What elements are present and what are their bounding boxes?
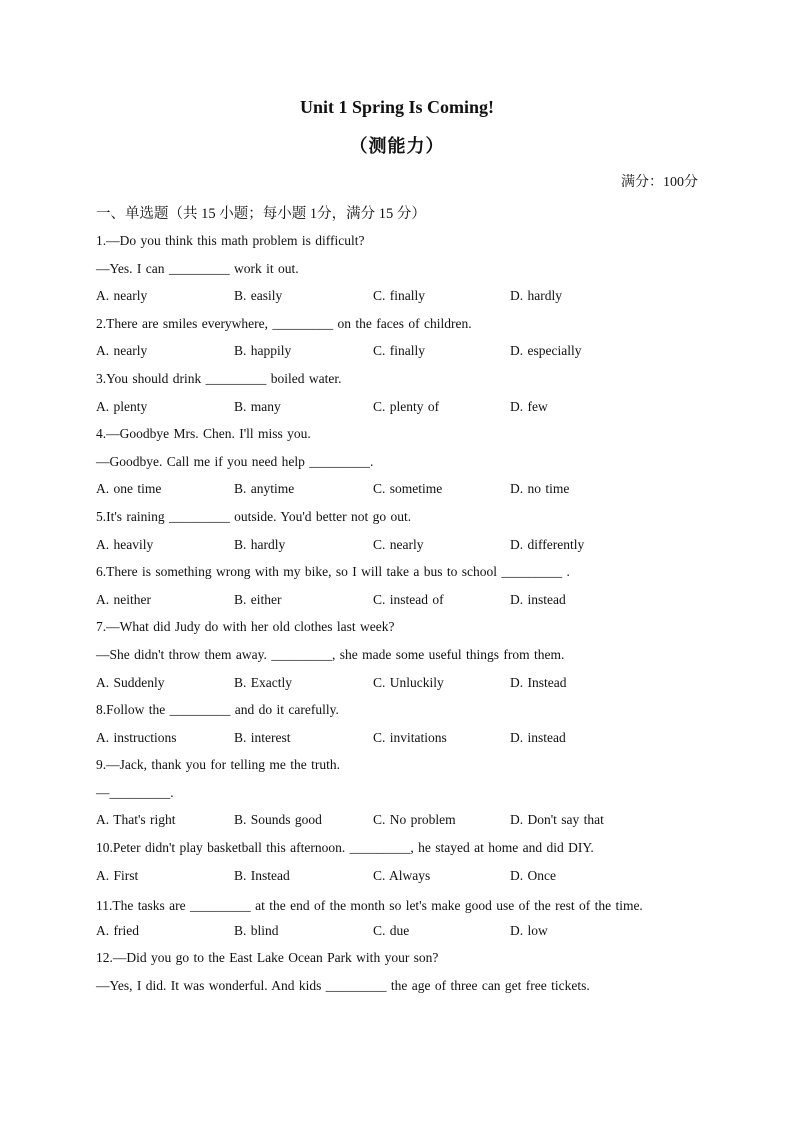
section-heading: 一、单选题（共 15 小题；每小题 1分，满分 15 分）	[96, 206, 426, 222]
answer-option-a: A. Suddenly	[96, 674, 165, 690]
answer-option-d: D. differently	[510, 536, 585, 552]
answer-option-a: A. heavily	[96, 536, 154, 552]
answer-option-b: B. hardly	[234, 536, 286, 552]
answer-options	[96, 809, 698, 837]
answer-option-c: C. Always	[373, 867, 431, 883]
answer-options	[96, 672, 698, 700]
page-title: Unit 1 Spring Is Coming!	[299, 97, 495, 117]
answer-option-c: C. No problem	[373, 812, 456, 828]
answer-option-c: C. finally	[373, 343, 425, 359]
answer-option-b: B. Sounds good	[234, 812, 322, 828]
answer-option-b: B. either	[234, 591, 282, 607]
question-stem: 4.—Goodbye Mrs. Chen. I'll miss you.	[96, 426, 311, 442]
answer-option-d: D. especially	[510, 343, 582, 359]
answer-option-c: C. instead of	[373, 591, 444, 607]
answer-option-b: B. easily	[234, 288, 283, 304]
answer-option-c: C. plenty of	[373, 398, 440, 414]
question-dialogue-line: —_________.	[96, 784, 174, 800]
answer-option-b: B. interest	[234, 729, 291, 745]
answer-option-b: B. happily	[234, 343, 292, 359]
question-stem: 2.There are smiles everywhere, _________ on the faces of children.	[96, 315, 472, 331]
answer-option-b: B. anytime	[234, 481, 295, 497]
answer-option-c: C. Unluckily	[373, 674, 444, 690]
answer-options	[96, 478, 698, 506]
question-dialogue-line: —Yes. I can _________ work it out.	[96, 260, 299, 276]
question-dialogue-line: —She didn't throw them away. _________, she made some useful things from them.	[96, 646, 565, 662]
answer-option-d: D. hardly	[510, 288, 562, 304]
answer-option-d: D. low	[510, 922, 548, 938]
question-list	[96, 230, 698, 1003]
answer-option-a: A. instructions	[96, 729, 177, 745]
answer-options	[96, 865, 698, 893]
answer-option-d: D. Don't say that	[510, 812, 604, 828]
answer-option-a: A. neither	[96, 591, 151, 607]
answer-options	[96, 589, 698, 617]
total-score: 满分：100分	[621, 175, 698, 190]
question-stem: 10.Peter didn't play basketball this afternoon. _________, he stayed at home and did DIY.	[96, 840, 594, 856]
question-stem: 7.—What did Judy do with her old clothes last week?	[96, 619, 395, 635]
answer-options	[96, 285, 698, 313]
answer-option-c: C. sometime	[373, 481, 443, 497]
answer-option-c: C. finally	[373, 288, 425, 304]
answer-option-a: A. That's right	[96, 812, 176, 828]
answer-option-b: B. blind	[234, 922, 279, 938]
question-stem: 11.The tasks are _________ at the end of the month so let's make good use of the rest of the time.	[96, 898, 643, 914]
answer-option-d: D. Once	[510, 867, 556, 883]
answer-options	[96, 340, 698, 368]
question-stem: 9.—Jack, thank you for telling me the truth.	[96, 757, 340, 773]
answer-option-a: A. one time	[96, 481, 162, 497]
question-stem: 6.There is something wrong with my bike, so I will take a bus to school _________ .	[96, 564, 570, 580]
answer-option-d: D. Instead	[510, 674, 567, 690]
answer-option-a: A. fried	[96, 922, 139, 938]
page-subtitle: （测能力）	[349, 136, 445, 156]
answer-option-d: D. instead	[510, 591, 566, 607]
answer-option-b: B. Instead	[234, 867, 290, 883]
answer-options	[96, 534, 698, 562]
question-stem: 3.You should drink _________ boiled water.	[96, 370, 342, 386]
answer-option-a: A. nearly	[96, 343, 148, 359]
answer-options	[96, 396, 698, 424]
answer-options	[96, 727, 698, 755]
answer-option-a: A. plenty	[96, 398, 148, 414]
question-stem: 5.It's raining _________ outside. You'd better not go out.	[96, 508, 412, 524]
answer-option-a: A. First	[96, 867, 139, 883]
answer-option-a: A. nearly	[96, 288, 148, 304]
question-stem: 12.—Did you go to the East Lake Ocean Park with your son?	[96, 950, 439, 966]
answer-option-d: D. few	[510, 398, 548, 414]
question-stem: 8.Follow the _________ and do it carefully.	[96, 702, 339, 718]
answer-option-d: D. no time	[510, 481, 570, 497]
answer-option-c: C. due	[373, 922, 410, 938]
answer-option-b: B. many	[234, 398, 281, 414]
answer-option-c: C. nearly	[373, 536, 424, 552]
answer-option-d: D. instead	[510, 729, 566, 745]
answer-option-c: C. invitations	[373, 729, 447, 745]
answer-options	[96, 920, 698, 948]
answer-option-b: B. Exactly	[234, 674, 292, 690]
question-dialogue-line: —Goodbye. Call me if you need help _________.	[96, 453, 374, 469]
question-dialogue-line: —Yes, I did. It was wonderful. And kids _________ the age of three can get free tickets.	[96, 978, 590, 994]
question-stem: 1.—Do you think this math problem is difficult?	[96, 233, 365, 248]
